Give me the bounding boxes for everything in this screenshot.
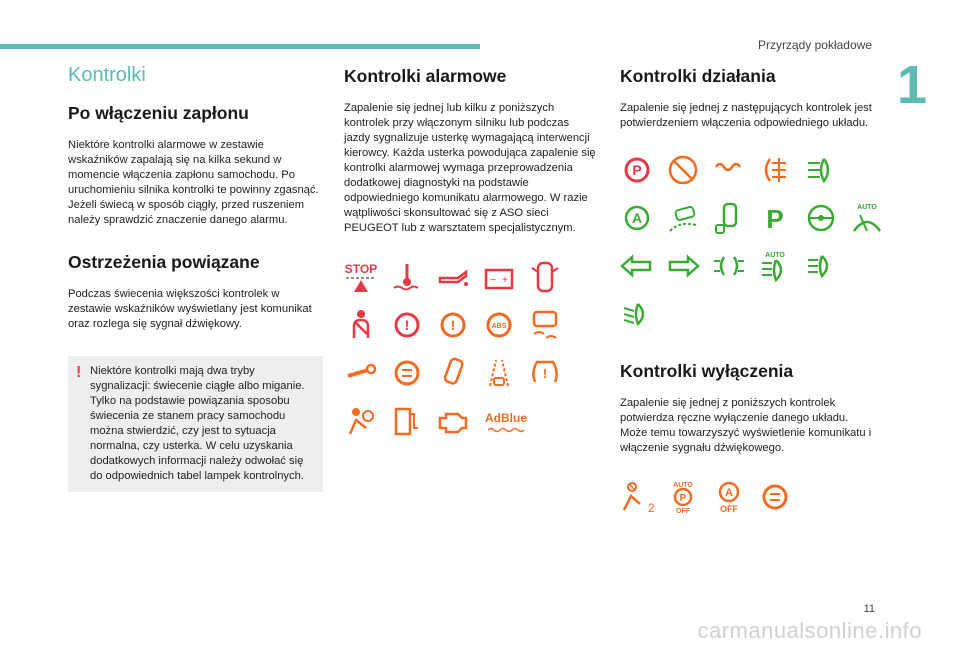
oil-pressure-icon bbox=[436, 260, 470, 294]
svg-text:AUTO: AUTO bbox=[857, 204, 877, 211]
sidelight-icon bbox=[712, 249, 746, 283]
svg-text:P: P bbox=[679, 493, 687, 504]
heading-warning-lamps: Kontrolki alarmowe bbox=[344, 66, 507, 86]
svg-text:A: A bbox=[725, 487, 733, 499]
key-icon bbox=[436, 356, 470, 390]
heading-ignition: Po włączeniu zapłonu bbox=[68, 103, 249, 123]
heading-off-lamps: Kontrolki wyłączenia bbox=[620, 361, 794, 381]
adblue-icon bbox=[482, 404, 530, 438]
tyre-pressure-icon bbox=[528, 356, 562, 390]
stop-icon bbox=[344, 260, 378, 294]
svg-text:P: P bbox=[766, 204, 784, 234]
auto-wiper-icon bbox=[850, 201, 884, 235]
brake-icon bbox=[390, 308, 424, 342]
heading-function-lamps: Kontrolki działania bbox=[620, 66, 776, 86]
service-icon bbox=[436, 308, 470, 342]
lane-icon bbox=[482, 356, 516, 390]
stop-start-off-icon bbox=[712, 480, 746, 514]
chapter-number: 1 bbox=[897, 55, 928, 115]
svg-text:AUTO: AUTO bbox=[673, 482, 693, 489]
top-accent-bar bbox=[0, 44, 480, 49]
svg-text:P: P bbox=[632, 162, 642, 178]
column-intro bbox=[68, 60, 323, 492]
svg-text:AUTO: AUTO bbox=[765, 252, 785, 259]
svg-text:AdBlue: AdBlue bbox=[485, 411, 527, 425]
wrench-icon bbox=[344, 356, 378, 390]
svg-text:!: ! bbox=[450, 317, 456, 333]
rear-fog-icon bbox=[758, 153, 792, 187]
text-ignition: Niektóre kontrolki alarmowe w zestawie wskaźników zapalają się na kilka sekund w momencie włączenia zapłonu samochodu. Po uruchomieniu silnika kontrolki te powinny zgasnąć. Jeżeli świecą w sposób ciągły, przed ruszeniem należy sprawdzić znaczenie danego alarmu. bbox=[68, 139, 319, 226]
left-indicator-icon bbox=[620, 249, 654, 283]
fuel-icon bbox=[390, 404, 424, 438]
text-warning-lamps: Zapalenie się jednej lub kilku z poniższych kontrolek przy włączonym silniku lub podczas jazdy sygnalizuje usterkę wymagającą interwencji kierowcy. Każda usterka powodująca zapalenie się kontrolki alarmowej wymaga przeprowadzenia dodatkowej diagnostyki na podstawie odpowiedniego komunikatu alarmowego. W razie wątpliwości skonsultować się z ASO sieci PEUGEOT lub z warsztatem specjalistycznym. bbox=[344, 102, 596, 234]
svg-text:!: ! bbox=[404, 317, 410, 333]
airbag-off-icon bbox=[344, 404, 378, 438]
door-open-icon bbox=[528, 260, 562, 294]
airbag-off-icon bbox=[620, 480, 654, 514]
park-assist-icon bbox=[666, 201, 700, 235]
heading-warnings: Ostrzeżenia powiązane bbox=[68, 252, 260, 272]
park-brake-icon bbox=[620, 153, 654, 187]
svg-text:OFF: OFF bbox=[676, 508, 690, 515]
note-box bbox=[68, 356, 323, 492]
page-number: 11 bbox=[863, 603, 875, 615]
front-fog-icon bbox=[804, 153, 838, 187]
glow-plug-icon bbox=[712, 153, 746, 187]
dipped-beam-icon bbox=[620, 297, 654, 331]
column-warning-lamps bbox=[344, 60, 596, 452]
svg-text:OFF: OFF bbox=[720, 504, 738, 514]
auto-headlight-icon bbox=[758, 249, 792, 283]
main-beam-icon bbox=[804, 249, 838, 283]
abs-icon bbox=[482, 308, 516, 342]
coolant-temp-icon bbox=[390, 260, 424, 294]
svg-text:!: ! bbox=[542, 366, 548, 381]
auto-park-brake-off-icon bbox=[666, 480, 700, 514]
svg-text:A: A bbox=[631, 210, 643, 226]
seatbelt-icon bbox=[344, 308, 378, 342]
exclamation-icon: ! bbox=[76, 364, 82, 381]
parking-icon bbox=[758, 201, 792, 235]
brake-off-icon bbox=[758, 480, 792, 514]
page-title: Kontrolki bbox=[68, 64, 146, 86]
stop-start-icon bbox=[620, 201, 654, 235]
seatbelt-off-icon bbox=[666, 153, 700, 187]
text-warnings: Podczas świecenia większości kontrolek w zestawie wskaźników wyświetlany jest komunikat oraz rozlega się sygnał dźwiękowy. bbox=[68, 288, 312, 330]
battery-icon bbox=[482, 260, 516, 294]
engine-icon bbox=[436, 404, 470, 438]
brake-pad-icon bbox=[390, 356, 424, 390]
off-icon-row bbox=[620, 480, 872, 514]
column-function-lamps bbox=[620, 60, 877, 528]
svg-text:ABS: ABS bbox=[491, 323, 507, 330]
watermark: carmanualsonline.info bbox=[697, 618, 922, 643]
esc-icon bbox=[528, 308, 562, 342]
section-label: Przyrządy pokładowe bbox=[757, 38, 872, 52]
steering-icon bbox=[804, 201, 838, 235]
text-function-lamps: Zapalenie się jednej z następujących kontrolek jest potwierdzeniem włączenia odpowiedniego układu. bbox=[620, 102, 872, 129]
svg-text:2: 2 bbox=[648, 501, 655, 515]
svg-text:−: − bbox=[490, 275, 496, 286]
door-alarm-icon bbox=[712, 201, 746, 235]
right-indicator-icon bbox=[666, 249, 700, 283]
text-off-lamps: Zapalenie się jednej z poniższych kontrolek potwierdza ręczne wyłączenie danego układu. Może temu towarzyszyć wyświetlenie komunikatu i włączenie sygnału dźwiękowego. bbox=[620, 397, 872, 454]
warning-icon-grid bbox=[344, 260, 596, 438]
svg-text:+: + bbox=[502, 275, 508, 286]
function-icon-grid bbox=[620, 153, 877, 331]
note-text: Niektóre kontrolki mają dwa tryby sygnalizacji: świecenie ciągłe albo miganie. Tylko na podstawie powiązania sposobu świecenia ze stanem pracy samochodu można stwierdzić, czy jest to sytuacja normalna, czy usterka. W celu uzyskania dodatkowych informacji należy odwołać się do odpowiednich tabel lampek kontrolnych. bbox=[90, 365, 305, 482]
svg-text:STOP: STOP bbox=[344, 262, 378, 276]
